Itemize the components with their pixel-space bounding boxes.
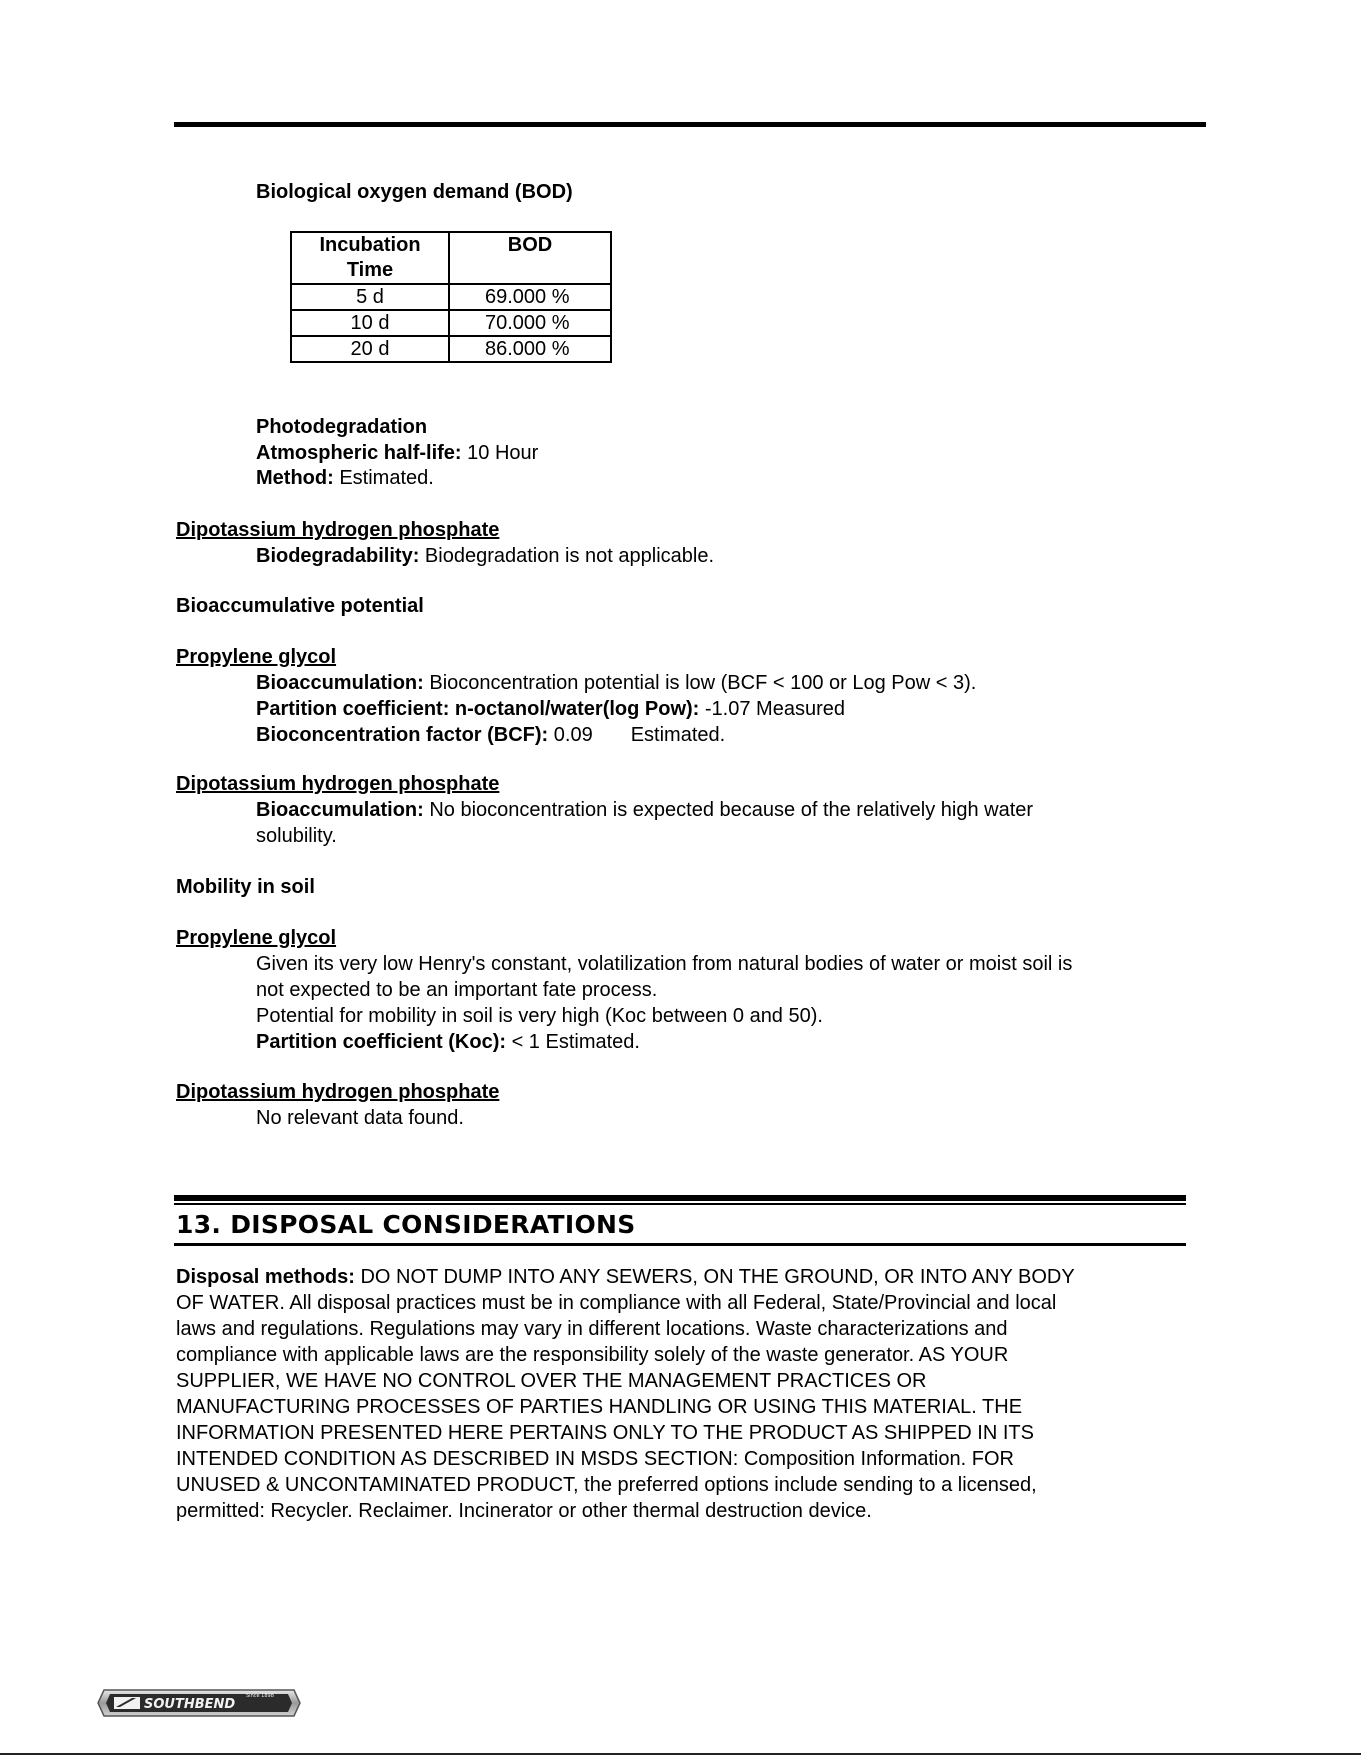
incubation-cell: 5 d <box>291 284 449 310</box>
photodegradation-heading: Photodegradation <box>256 416 428 438</box>
header-rule <box>174 122 1206 127</box>
southbend-logo-icon <box>96 1687 302 1719</box>
paragraph-line: INFORMATION PRESENTED HERE PERTAINS ONLY TO THE PRODUCT AS SHIPPED IN ITS <box>176 1422 1034 1444</box>
col-bod: BOD <box>449 232 611 284</box>
paragraph-line: compliance with applicable laws are the responsibility solely of the waste generator. AS YOUR <box>176 1344 1009 1366</box>
bod-cell: 70.000 % <box>449 310 611 336</box>
section-title: 13. DISPOSAL CONSIDERATIONS <box>176 1210 636 1239</box>
section-title-underline <box>174 1243 1186 1246</box>
mobility-text: Given its very low Henry's constant, volatilization from natural bodies of water or moist soil is <box>256 953 1073 975</box>
disposal-methods-paragraph <box>176 1264 1196 1524</box>
paragraph-line: INTENDED CONDITION AS DESCRIBED IN MSDS SECTION: Composition Information. FOR <box>176 1448 1014 1470</box>
mobility-text: Potential for mobility in soil is very high (Koc between 0 and 50). <box>256 1005 823 1027</box>
southbend-logo <box>96 1687 302 1719</box>
mobility-text: not expected to be an important fate process. <box>256 979 658 1001</box>
substance-heading: Dipotassium hydrogen phosphate <box>176 1081 500 1103</box>
substance-heading: Dipotassium hydrogen phosphate <box>176 519 500 541</box>
bioaccumulative-heading: Bioaccumulative potential <box>176 595 424 617</box>
bioaccumulation-line: Bioaccumulation: Bioconcentration potential is low (BCF < 100 or Log Pow < 3). <box>256 672 977 694</box>
section-rule <box>174 1203 1186 1205</box>
col-incubation-time: Incubation Time <box>291 232 449 284</box>
bod-table <box>290 231 612 363</box>
biodegradability-line: Biodegradability: Biodegradation is not applicable. <box>256 545 715 567</box>
paragraph-line: SUPPLIER, WE HAVE NO CONTROL OVER THE MANAGEMENT PRACTICES OR <box>176 1370 927 1392</box>
table-row <box>291 336 611 362</box>
paragraph-line: MANUFACTURING PROCESSES OF PARTIES HANDLING OR USING THIS MATERIAL. THE <box>176 1396 1023 1418</box>
paragraph-line: laws and regulations. Regulations may vary in different locations. Waste characterizations and <box>176 1318 1008 1340</box>
no-data-text: No relevant data found. <box>256 1107 464 1129</box>
svg-text:SOUTHBEND: SOUTHBEND <box>144 1697 236 1712</box>
incubation-cell: 20 d <box>291 336 449 362</box>
bioaccumulation-line-cont: solubility. <box>256 825 337 847</box>
table-row <box>291 310 611 336</box>
half-life-line: Atmospheric half-life: 10 Hour <box>256 442 539 464</box>
incubation-cell: 10 d <box>291 310 449 336</box>
substance-heading: Propylene glycol <box>176 927 337 949</box>
bod-heading: Biological oxygen demand (BOD) <box>256 181 573 203</box>
paragraph-line: permitted: Recycler. Reclaimer. Incinerator or other thermal destruction device. <box>176 1500 872 1522</box>
partition-line: Partition coefficient: n-octanol/water(log Pow): -1.07 Measured <box>256 698 845 720</box>
koc-line: Partition coefficient (Koc): < 1 Estimated. <box>256 1031 640 1053</box>
substance-heading: Propylene glycol <box>176 646 337 668</box>
paragraph-line: OF WATER. All disposal practices must be in compliance with all Federal, State/Provincial and local <box>176 1292 1057 1314</box>
bioaccumulation-line: Bioaccumulation: No bioconcentration is expected because of the relatively high water <box>256 799 1034 821</box>
substance-heading: Dipotassium hydrogen phosphate <box>176 773 500 795</box>
paragraph-line: Disposal methods: DO NOT DUMP INTO ANY SEWERS, ON THE GROUND, OR INTO ANY BODY <box>176 1266 1075 1288</box>
table-row <box>291 284 611 310</box>
bod-cell: 86.000 % <box>449 336 611 362</box>
method-line: Method: Estimated. <box>256 467 434 489</box>
footer-rule <box>0 1753 1361 1755</box>
svg-text:Since 1898: Since 1898 <box>246 1693 274 1699</box>
bcf-line: Bioconcentration factor (BCF): 0.09 Estimated. <box>256 724 726 746</box>
section-rule <box>174 1195 1186 1201</box>
bod-cell: 69.000 % <box>449 284 611 310</box>
mobility-heading: Mobility in soil <box>176 876 315 898</box>
bod-table-header <box>291 232 611 284</box>
paragraph-line: UNUSED & UNCONTAMINATED PRODUCT, the preferred options include sending to a licensed, <box>176 1474 1037 1496</box>
